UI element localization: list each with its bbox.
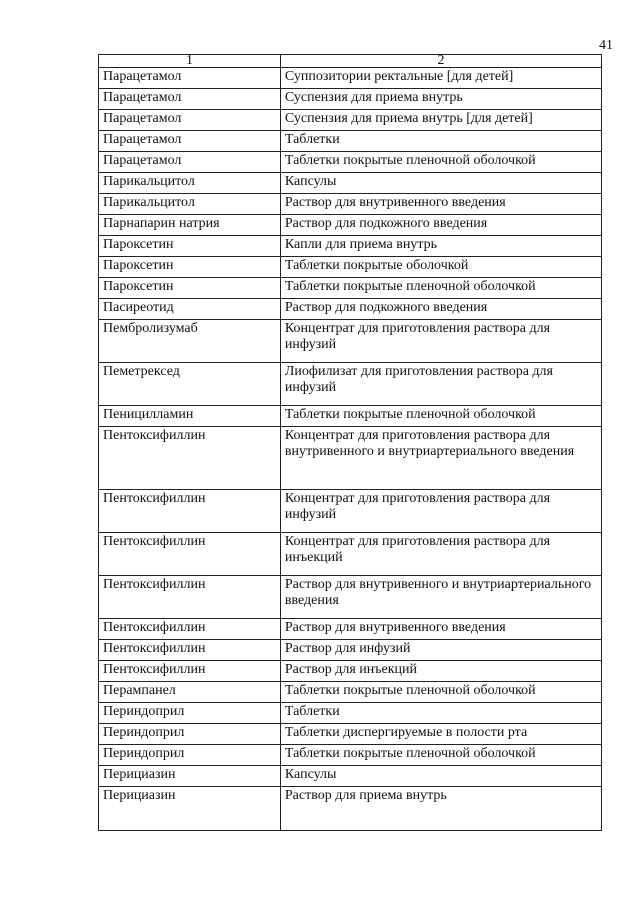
table-row <box>99 533 602 576</box>
dosage-form-cell: Капсулы <box>280 173 601 194</box>
table-row <box>99 173 602 194</box>
table-row <box>99 703 602 724</box>
dosage-form-cell: Раствор для внутривенного введения <box>280 619 601 640</box>
dosage-form-cell: Концентрат для приготовления раствора для внутривенного и внутриартериального введения <box>280 427 601 490</box>
dosage-form-cell: Таблетки покрытые пленочной оболочкой <box>280 152 601 173</box>
drug-name-cell: Парацетамол <box>99 68 281 89</box>
table-row <box>99 194 602 215</box>
table-row <box>99 89 602 110</box>
dosage-form-cell: Таблетки <box>280 703 601 724</box>
dosage-form-cell: Суппозитории ректальные [для детей] <box>280 68 601 89</box>
table-row <box>99 68 602 89</box>
table-row <box>99 110 602 131</box>
drug-name-cell: Парикальцитол <box>99 194 281 215</box>
drug-name-cell: Пентоксифиллин <box>99 427 281 490</box>
medication-table <box>98 54 602 831</box>
drug-name-cell: Пасиреотид <box>99 299 281 320</box>
drug-name-cell: Пароксетин <box>99 278 281 299</box>
dosage-form-cell: Таблетки покрытые пленочной оболочкой <box>280 406 601 427</box>
table-row <box>99 257 602 278</box>
table-row <box>99 363 602 406</box>
drug-name-cell: Пентоксифиллин <box>99 661 281 682</box>
drug-name-cell: Пентоксифиллин <box>99 640 281 661</box>
drug-name-cell: Парикальцитол <box>99 173 281 194</box>
dosage-form-cell: Раствор для подкожного введения <box>280 299 601 320</box>
dosage-form-cell: Суспензия для приема внутрь <box>280 89 601 110</box>
table-row <box>99 640 602 661</box>
dosage-form-cell: Лиофилизат для приготовления раствора для инфузий <box>280 363 601 406</box>
drug-name-cell: Пеницилламин <box>99 406 281 427</box>
drug-name-cell: Пеметрексед <box>99 363 281 406</box>
drug-name-cell: Парнапарин натрия <box>99 215 281 236</box>
table-body <box>99 68 602 831</box>
table-row <box>99 724 602 745</box>
table-row <box>99 299 602 320</box>
table-row <box>99 576 602 619</box>
dosage-form-cell: Раствор для инъекций <box>280 661 601 682</box>
column-header-2: 2 <box>280 55 601 68</box>
drug-name-cell: Пентоксифиллин <box>99 576 281 619</box>
table-row <box>99 766 602 787</box>
table-row <box>99 619 602 640</box>
drug-name-cell: Перициазин <box>99 766 281 787</box>
drug-name-cell: Парацетамол <box>99 110 281 131</box>
drug-name-cell: Периндоприл <box>99 724 281 745</box>
dosage-form-cell: Раствор для приема внутрь <box>280 787 601 831</box>
dosage-form-cell: Капли для приема внутрь <box>280 236 601 257</box>
table-row <box>99 131 602 152</box>
table-row <box>99 236 602 257</box>
drug-name-cell: Пентоксифиллин <box>99 619 281 640</box>
dosage-form-cell: Таблетки покрытые пленочной оболочкой <box>280 682 601 703</box>
drug-name-cell: Перициазин <box>99 787 281 831</box>
drug-name-cell: Перампанел <box>99 682 281 703</box>
table-row <box>99 427 602 490</box>
page-number: 41 <box>599 38 613 53</box>
dosage-form-cell: Таблетки покрытые оболочкой <box>280 257 601 278</box>
dosage-form-cell: Концентрат для приготовления раствора для инфузий <box>280 490 601 533</box>
dosage-form-cell: Таблетки покрытые пленочной оболочкой <box>280 278 601 299</box>
table-row <box>99 661 602 682</box>
dosage-form-cell: Концентрат для приготовления раствора для инъекций <box>280 533 601 576</box>
dosage-form-cell: Концентрат для приготовления раствора для инфузий <box>280 320 601 363</box>
table-row <box>99 490 602 533</box>
dosage-form-cell: Раствор для внутривенного и внутриартериального введения <box>280 576 601 619</box>
dosage-form-cell: Раствор для инфузий <box>280 640 601 661</box>
dosage-form-cell: Суспензия для приема внутрь [для детей] <box>280 110 601 131</box>
drug-name-cell: Пароксетин <box>99 236 281 257</box>
column-header-1: 1 <box>99 55 281 68</box>
drug-name-cell: Парацетамол <box>99 131 281 152</box>
drug-name-cell: Периндоприл <box>99 703 281 724</box>
table-row <box>99 682 602 703</box>
dosage-form-cell: Таблетки диспергируемые в полости рта <box>280 724 601 745</box>
table-header-row <box>99 55 602 68</box>
dosage-form-cell: Таблетки покрытые пленочной оболочкой <box>280 745 601 766</box>
drug-name-cell: Периндоприл <box>99 745 281 766</box>
drug-name-cell: Пентоксифиллин <box>99 490 281 533</box>
drug-name-cell: Парацетамол <box>99 89 281 110</box>
table-row <box>99 278 602 299</box>
table-row <box>99 787 602 831</box>
drug-name-cell: Парацетамол <box>99 152 281 173</box>
table-row <box>99 745 602 766</box>
drug-name-cell: Пентоксифиллин <box>99 533 281 576</box>
table-row <box>99 406 602 427</box>
drug-name-cell: Пембролизумаб <box>99 320 281 363</box>
dosage-form-cell: Капсулы <box>280 766 601 787</box>
dosage-form-cell: Таблетки <box>280 131 601 152</box>
table-row <box>99 215 602 236</box>
dosage-form-cell: Раствор для внутривенного введения <box>280 194 601 215</box>
dosage-form-cell: Раствор для подкожного введения <box>280 215 601 236</box>
table-row <box>99 152 602 173</box>
table-row <box>99 320 602 363</box>
drug-name-cell: Пароксетин <box>99 257 281 278</box>
